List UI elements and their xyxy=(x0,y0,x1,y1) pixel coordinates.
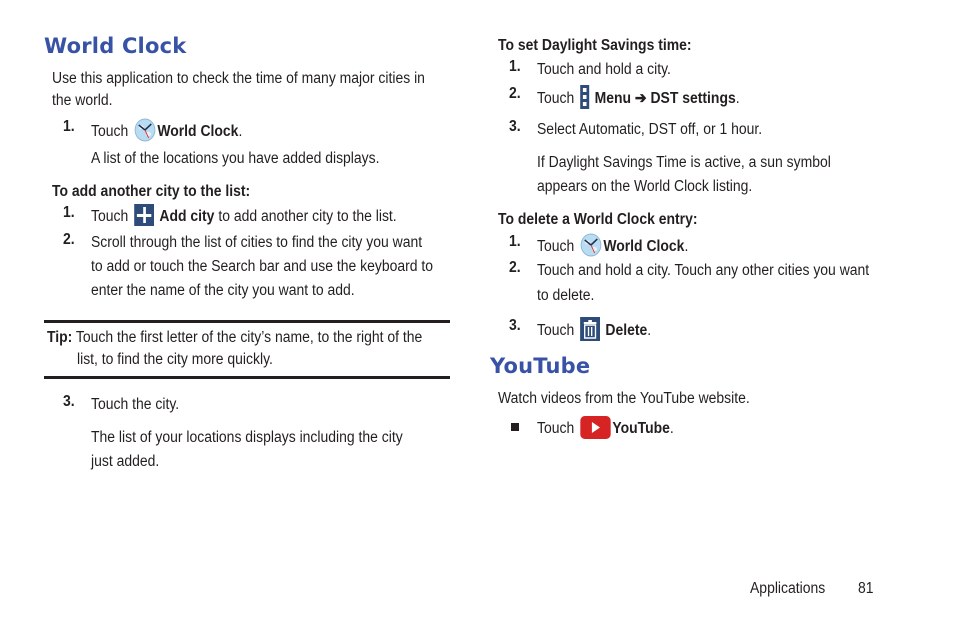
page-number: 81 xyxy=(858,580,874,597)
step-touch-youtube xyxy=(537,416,674,440)
step-note: If Daylight Savings Time is active, a sun symbol xyxy=(537,154,831,171)
step-text: Touch xyxy=(537,238,575,255)
step-text: Touch xyxy=(537,90,575,107)
step-delete xyxy=(537,317,651,342)
punct: . xyxy=(669,420,674,437)
step-note: The list of your locations displays including the city xyxy=(91,429,403,446)
step-label: World Clock xyxy=(157,123,239,140)
step-text: Scroll through the list of cities to find the city you want xyxy=(91,234,423,251)
tip-line: list, to find the city more quickly. xyxy=(77,351,273,368)
subheading-add-city: To add another city to the list: xyxy=(52,183,251,200)
subheading-dst: To set Daylight Savings time: xyxy=(498,37,692,54)
footer-section: Applications xyxy=(750,580,826,597)
step-text: Touch xyxy=(537,322,575,339)
world-clock-icon[interactable] xyxy=(580,233,602,257)
step-number: 2. xyxy=(63,231,75,248)
step-text: Touch xyxy=(91,208,129,225)
step-number: 1. xyxy=(63,204,75,221)
step-number: 1. xyxy=(63,118,75,135)
tip-line: Touch the first letter of the city’s name, to the right of the xyxy=(72,329,423,346)
world-clock-icon[interactable] xyxy=(134,118,156,142)
youtube-icon[interactable] xyxy=(580,416,611,439)
section-title-youtube: YouTube xyxy=(490,354,591,378)
step-number: 1. xyxy=(509,233,521,250)
step-text: Touch and hold a city. xyxy=(537,61,671,78)
section-title-world-clock: World Clock xyxy=(44,34,187,58)
step-number: 2. xyxy=(509,85,521,102)
step-number: 3. xyxy=(509,118,521,135)
step-dst-settings xyxy=(537,85,740,110)
step-label: Menu ➔ DST settings xyxy=(594,90,736,107)
step-label: Delete xyxy=(605,322,648,339)
step-number: 3. xyxy=(509,317,521,334)
step-note: appears on the World Clock listing. xyxy=(537,178,753,195)
tip-label: Tip: xyxy=(47,329,73,346)
step-text: to delete. xyxy=(537,287,595,304)
step-text: enter the name of the city you want to add. xyxy=(91,282,355,299)
tip-bottom-rule xyxy=(44,376,450,379)
punct: . xyxy=(684,238,689,255)
step-add-city xyxy=(91,204,397,228)
step-text: Select Automatic, DST off, or 1 hour. xyxy=(537,121,763,138)
step-text: Touch xyxy=(91,123,129,140)
intro-text-cont: the world. xyxy=(52,92,113,109)
step-text: Touch xyxy=(537,420,575,437)
bullet-square xyxy=(511,423,519,431)
intro-text: Use this application to check the time of many major cities in xyxy=(52,70,425,87)
step-number: 1. xyxy=(509,58,521,75)
step-label: World Clock xyxy=(603,238,685,255)
punct: . xyxy=(735,90,740,107)
step-number: 3. xyxy=(63,393,75,410)
step-note: A list of the locations you have added displays. xyxy=(91,150,380,167)
step-text: Touch the city. xyxy=(91,396,180,413)
step-text: to add or touch the Search bar and use the keyboard to xyxy=(91,258,434,275)
punct: . xyxy=(647,322,652,339)
step-text: to add another city to the list. xyxy=(214,208,397,225)
menu-icon[interactable] xyxy=(580,85,589,109)
step-note: just added. xyxy=(91,453,160,470)
intro-text: Watch videos from the YouTube website. xyxy=(498,390,750,407)
tip-top-rule xyxy=(44,320,450,323)
subheading-delete: To delete a World Clock entry: xyxy=(498,211,698,228)
step-label: YouTube xyxy=(612,420,670,437)
step-label: Add city xyxy=(159,208,215,225)
plus-icon[interactable] xyxy=(134,204,154,226)
step-touch-world-clock xyxy=(91,118,242,143)
step-touch-world-clock xyxy=(537,233,688,258)
trash-icon[interactable] xyxy=(580,317,600,341)
punct: . xyxy=(238,123,243,140)
step-text: Touch and hold a city. Touch any other cities you want xyxy=(537,262,870,279)
tip-text xyxy=(47,326,422,349)
step-number: 2. xyxy=(509,259,521,276)
